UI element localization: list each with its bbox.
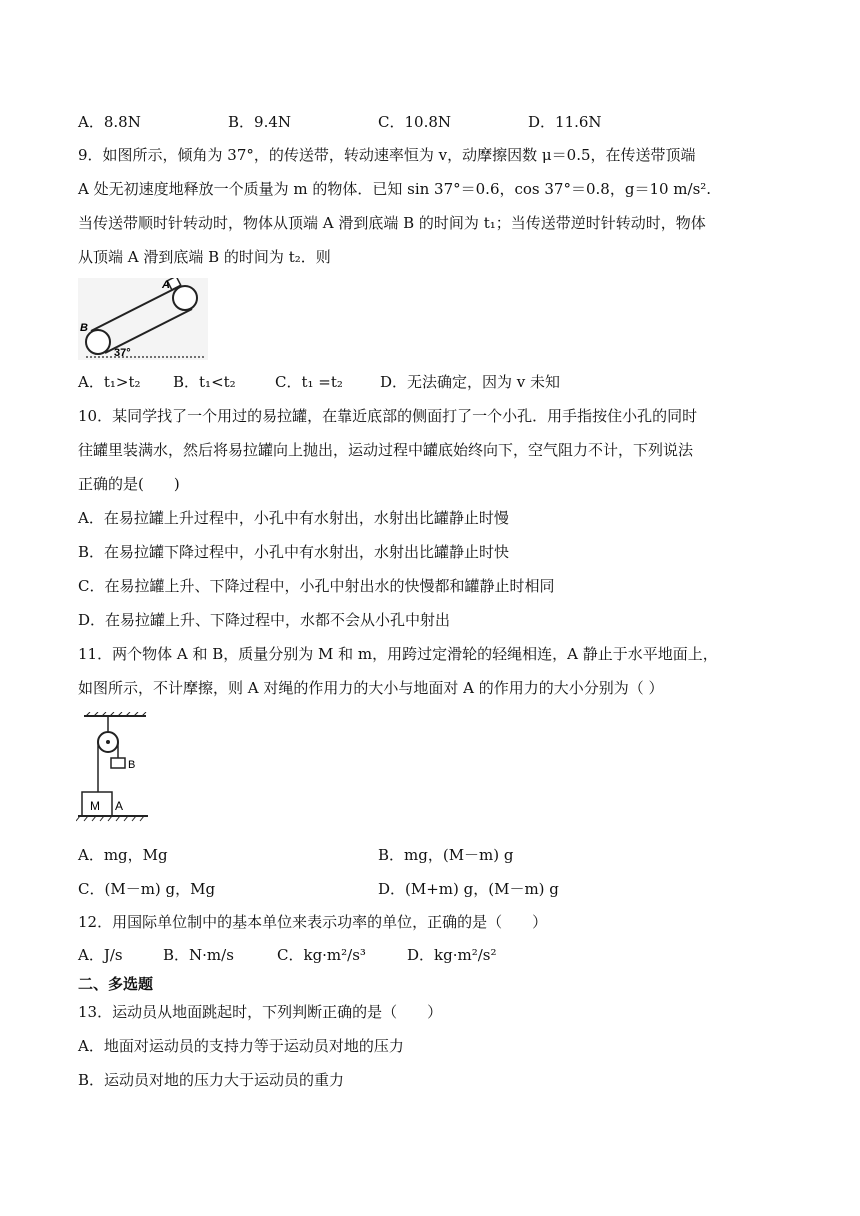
q10-stem-line-2: 往罐里装满水，然后将易拉罐向上抛出，运动过程中罐底始终向下，空气阻力不计，下列说法 <box>78 441 694 459</box>
q8-option-d: D．11.6N <box>528 113 602 131</box>
q11-option-d: D．(M+m) g，(M－m) g <box>378 880 559 898</box>
section-heading-multiple-choice: 二、多选题 <box>78 975 154 993</box>
q11-option-c: C．(M－m) g，Mg <box>78 880 216 898</box>
q9-option-c: C．t₁ =t₂ <box>275 373 343 391</box>
q8-option-a: A．8.8N <box>78 113 141 131</box>
label-a: A <box>162 279 170 291</box>
q11-stem-line-2: 如图所示，不计摩擦，则 A 对绳的作用力的大小与地面对 A 的作用力的大小分别为（ ） <box>78 679 664 697</box>
q11-option-a: A．mg，Mg <box>78 846 168 864</box>
q12-option-d: D．kg·m²/s² <box>407 946 497 964</box>
bottom-pulley <box>86 330 110 354</box>
q9-option-b: B．t₁<t₂ <box>173 373 236 391</box>
q11-option-b: B．mg，(M－m) g <box>378 846 514 864</box>
q9-stem-line-2: A 处无初速度地释放一个质量为 m 的物体．已知 sin 37°＝0.6，cos 37°＝0.8，g＝10 m/s². <box>78 180 712 198</box>
q10-option-b: B．在易拉罐下降过程中，小孔中有水射出，水射出比罐静止时快 <box>78 543 510 561</box>
q10-option-c: C．在易拉罐上升、下降过程中，小孔中射出水的快慢都和罐静止时相同 <box>78 577 555 595</box>
pulley-figure <box>76 712 152 828</box>
q8-option-b: B．9.4N <box>228 113 292 131</box>
q12-option-c: C．kg·m²/s³ <box>277 946 366 964</box>
label-b: B <box>80 322 88 334</box>
q10-option-d: D．在易拉罐上升、下降过程中，水都不会从小孔中射出 <box>78 611 451 629</box>
q9-stem-line-1: 9．如图所示，倾角为 37°，的传送带，转动速率恒为 v，动摩擦因数 μ＝0.5，在传送带顶端 <box>78 146 696 164</box>
q9-option-d: D．无法确定，因为 v 未知 <box>380 373 561 391</box>
q9-option-a: A．t₁>t₂ <box>78 373 141 391</box>
q10-stem-line-3: 正确的是( ) <box>78 475 180 493</box>
q13-stem: 13．运动员从地面跳起时，下列判断正确的是（ ） <box>78 1003 443 1021</box>
q13-option-a: A．地面对运动员的支持力等于运动员对地的压力 <box>78 1037 404 1055</box>
top-pulley <box>173 286 197 310</box>
block-b <box>111 758 125 768</box>
q9-stem-line-4: 从顶端 A 滑到底端 B 的时间为 t₂．则 <box>78 248 331 266</box>
q13-option-b: B．运动员对地的压力大于运动员的重力 <box>78 1071 345 1089</box>
label-m-block: M <box>90 799 100 813</box>
label-b: B <box>128 759 136 771</box>
label-a: A <box>115 799 124 813</box>
q8-option-c: C．10.8N <box>378 113 452 131</box>
q12-option-a: A．J/s <box>78 946 123 964</box>
q10-stem-line-1: 10．某同学找了一个用过的易拉罐，在靠近底部的侧面打了一个小孔．用手指按住小孔的同时 <box>78 407 698 425</box>
q9-stem-line-3: 当传送带顺时针转动时，物体从顶端 A 滑到底端 B 的时间为 t₁；当传送带逆时针转动时，物体 <box>78 214 706 232</box>
conveyor-belt-figure <box>78 278 208 360</box>
label-angle: 37° <box>114 347 131 359</box>
q12-option-b: B．N·m/s <box>163 946 234 964</box>
q12-stem: 12．用国际单位制中的基本单位来表示功率的单位，正确的是（ ） <box>78 913 548 931</box>
q10-option-a: A．在易拉罐上升过程中，小孔中有水射出，水射出比罐静止时慢 <box>78 509 509 527</box>
q11-stem-line-1: 11．两个物体 A 和 B，质量分别为 M 和 m，用跨过定滑轮的轻绳相连，A 静止于水平地面上， <box>78 645 718 663</box>
